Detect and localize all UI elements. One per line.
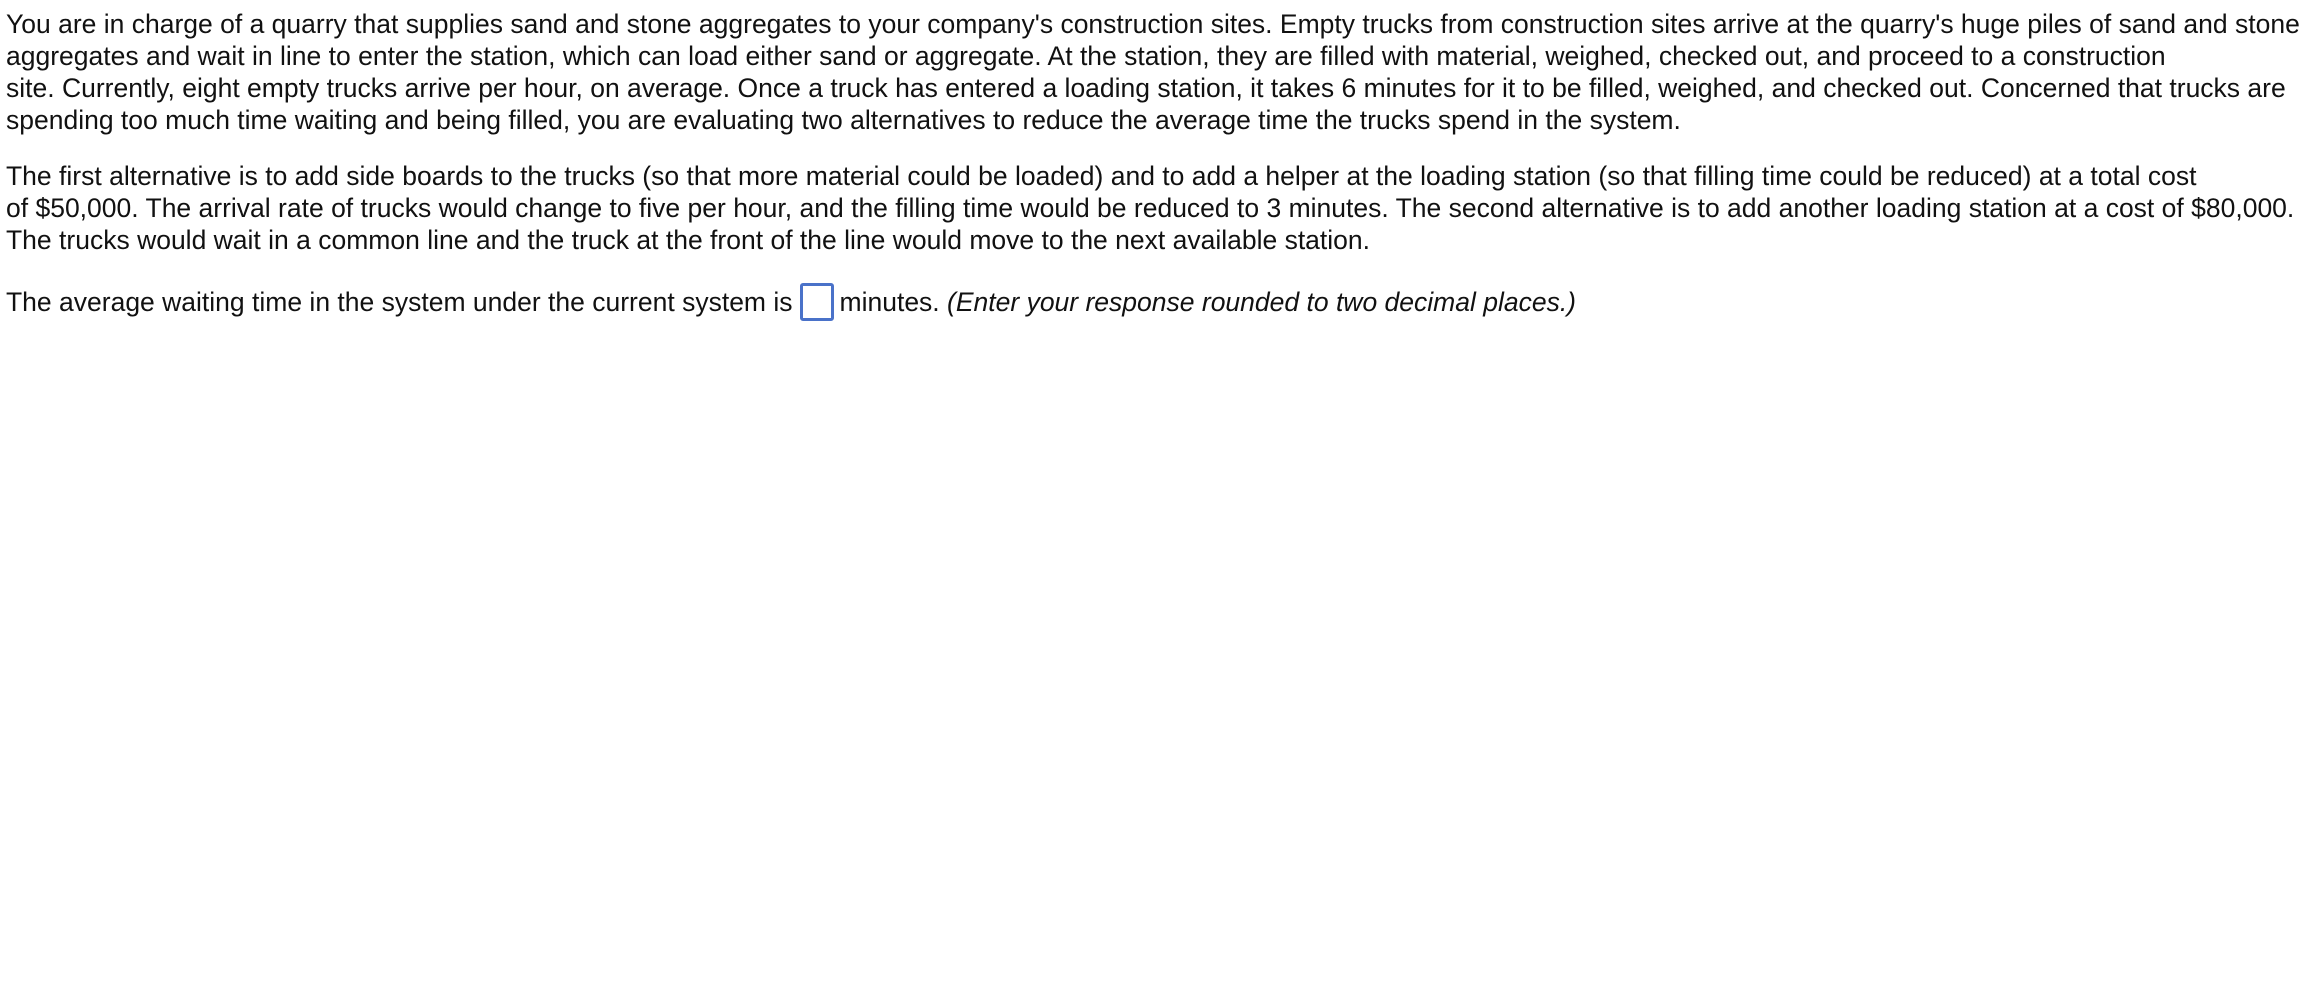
- paragraph-line: of $50,000. The arrival rate of trucks would change to five per hour, and the filling time would be reduced to 3 minutes. The second alternative is to add another loading station at a cost of $80,000.: [6, 193, 2295, 223]
- paragraph-line: spending too much time waiting and being filled, you are evaluating two alternatives to reduce the average time the trucks spend in the system.: [6, 105, 1681, 135]
- problem-paragraph-1: [6, 8, 2306, 136]
- paragraph-line: The first alternative is to add side boards to the trucks (so that more material could be loaded) and to add a helper at the loading station (so that filling time could be reduced) at a total cost: [6, 161, 2197, 191]
- paragraph-line: The trucks would wait in a common line and the truck at the front of the line would move to the next available station.: [6, 225, 1371, 255]
- problem-paragraph-2: [6, 160, 2306, 256]
- paragraph-line: site. Currently, eight empty trucks arrive per hour, on average. Once a truck has entered a loading station, it takes 6 minutes for it to be filled, weighed, and checked out. Concerned that trucks are: [6, 73, 2286, 103]
- question-prefix: The average waiting time in the system under the current system is: [6, 287, 793, 317]
- question-line: [6, 282, 2306, 323]
- paragraph-line: You are in charge of a quarry that supplies sand and stone aggregates to your company's construction sites. Empty trucks from construction sites arrive at the quarry's huge piles of sand and stone: [6, 9, 2300, 39]
- question-unit: minutes.: [839, 287, 940, 317]
- answer-input[interactable]: [800, 283, 834, 321]
- paragraph-line: aggregates and wait in line to enter the station, which can load either sand or aggregate. At the station, they are filled with material, weighed, checked out, and proceed to a construction: [6, 41, 2166, 71]
- rounding-hint: (Enter your response rounded to two decimal places.): [947, 287, 1577, 317]
